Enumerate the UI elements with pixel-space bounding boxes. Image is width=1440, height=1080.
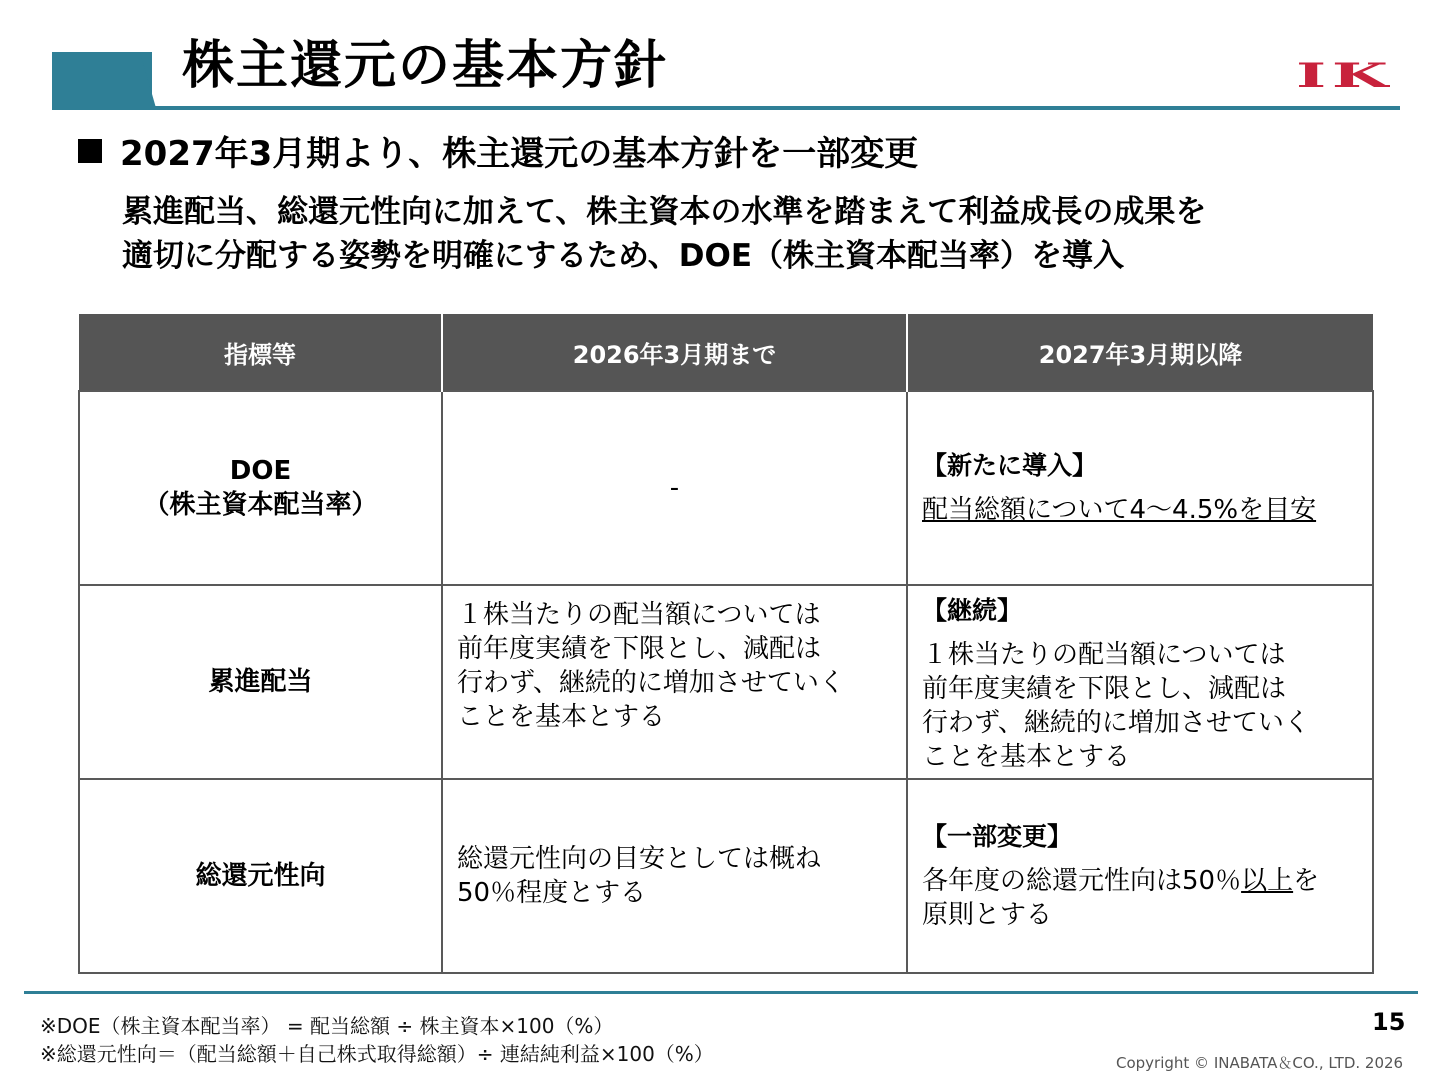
after-text: ことを基本とする bbox=[922, 742, 1131, 772]
header-before: 2026年3月期まで bbox=[442, 314, 907, 391]
policy-table bbox=[78, 314, 1374, 974]
before-text: 前年度実績を下限とし、減配は bbox=[457, 634, 822, 664]
after-text-underlined: 以上 bbox=[1241, 866, 1294, 896]
after-text: 配当総額について4～4.5%を目安 bbox=[922, 495, 1317, 525]
before-text: 行わず、継続的に増加させていく bbox=[457, 668, 845, 698]
after-text bbox=[922, 864, 1372, 898]
before-text: ことを基本とする bbox=[457, 702, 666, 732]
after-content bbox=[908, 594, 1372, 774]
title-divider bbox=[52, 106, 1400, 110]
metric-cell bbox=[79, 391, 442, 585]
before-cell bbox=[442, 391, 907, 585]
before-text: 50％程度とする bbox=[457, 878, 647, 908]
metric-sublabel: （株主資本配当率） bbox=[143, 490, 378, 520]
title-accent-notch bbox=[140, 52, 156, 108]
after-cell bbox=[907, 779, 1373, 973]
after-text: 前年度実績を下限とし、減配は bbox=[922, 674, 1287, 704]
header-metric: 指標等 bbox=[79, 314, 442, 391]
page-title: 株主還元の基本方針 bbox=[182, 36, 669, 96]
after-cell bbox=[907, 585, 1373, 779]
table-row-progressive bbox=[79, 585, 1373, 779]
change-tag: 【継続】 bbox=[922, 596, 1023, 625]
after-text-part: を bbox=[1293, 866, 1320, 896]
before-cell bbox=[442, 779, 907, 973]
table-row-total-return bbox=[79, 779, 1373, 973]
footer-divider bbox=[24, 991, 1418, 994]
after-text-part: 各年度の総還元性向は50％ bbox=[922, 866, 1242, 896]
header-after: 2027年3月期以降 bbox=[907, 314, 1373, 391]
before-text: 総還元性向の目安としては概ね bbox=[457, 844, 822, 874]
before-text: - bbox=[669, 473, 680, 503]
company-logo: IK bbox=[1296, 56, 1394, 96]
before-content bbox=[443, 842, 906, 910]
before-content bbox=[443, 598, 906, 734]
title-accent-block bbox=[52, 52, 152, 108]
before-text: １株当たりの配当額については bbox=[457, 600, 821, 630]
page-number: 15 bbox=[1372, 1008, 1406, 1036]
copyright-text: Copyright © INABATA＆CO., LTD. 2026 bbox=[1116, 1054, 1404, 1072]
after-content bbox=[908, 449, 1372, 527]
metric-label: DOE bbox=[229, 456, 292, 486]
after-text: 原則とする bbox=[922, 900, 1053, 930]
metric-cell bbox=[79, 585, 442, 779]
summary-bullet-text: 2027年3月期より、株主還元の基本方針を一部変更 bbox=[120, 134, 919, 174]
metric-cell bbox=[79, 779, 442, 973]
table-row-doe bbox=[79, 391, 1373, 585]
change-tag: 【一部変更】 bbox=[922, 822, 1073, 851]
footnote: ※DOE（株主資本配当率） = 配当総額 ÷ 株主資本×100（%） bbox=[40, 1014, 614, 1038]
table-header-row bbox=[79, 314, 1373, 391]
after-text: 行わず、継続的に増加させていく bbox=[922, 708, 1310, 738]
after-text: １株当たりの配当額については bbox=[922, 640, 1286, 670]
after-cell bbox=[907, 391, 1373, 585]
summary-line: 累進配当、総還元性向に加えて、株主資本の水準を踏まえて利益成長の成果を bbox=[122, 194, 1207, 230]
summary-detail bbox=[122, 190, 1206, 278]
change-tag: 【新たに導入】 bbox=[922, 451, 1098, 480]
summary-line: 適切に分配する姿勢を明確にするため、DOE（株主資本配当率）を導入 bbox=[122, 238, 1125, 274]
footnotes bbox=[40, 1012, 714, 1068]
metric-label: 総還元性向 bbox=[195, 861, 326, 891]
square-bullet-icon bbox=[78, 139, 102, 163]
before-cell bbox=[442, 585, 907, 779]
after-content bbox=[908, 820, 1372, 932]
footnote: ※総還元性向＝（配当総額＋自己株式取得総額）÷ 連結純利益×100（%） bbox=[40, 1042, 714, 1066]
summary-bullet bbox=[78, 132, 918, 176]
metric-label: 累進配当 bbox=[208, 667, 313, 697]
